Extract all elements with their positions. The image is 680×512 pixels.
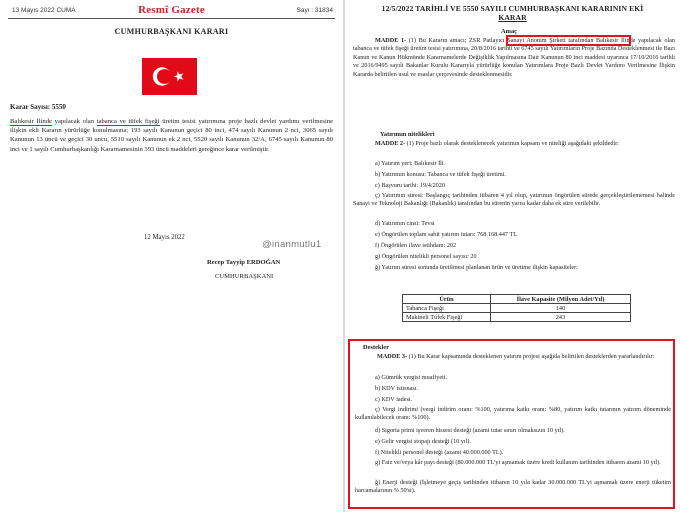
decision-text-part: üretim tesisi yatırımına proje bazlı devlet yardımı verilmesine ilişkin ekli Kararın yürürlüğe konulmasına; 193 sayılı Kanunun geçici 80 inci, 474 sayılı Kanunun 2 nci, 3065 sayılı Kanunun 13 üncü ve geçici 30 uncu, 5510 sayılı Kanunun ek 2 nci, 5520 sayılı Kanunun 32/A, 6745 sayılı Kanunun 80 inci ve 1 sayılı Cumhurbaşkanlığı Kararnamesinin 393 üncü maddeleri gereğince karar verilmiştir. bbox=[10, 118, 334, 153]
article-3-label: MADDE 3- bbox=[377, 353, 408, 360]
capacity-table bbox=[402, 294, 631, 322]
author-watermark: @inanmutlu1 bbox=[262, 239, 322, 250]
section-heading-destekler: Destekler bbox=[363, 344, 389, 351]
decision-number: Karar Sayısı: 5550 bbox=[10, 103, 66, 111]
list-item: d) Sigorta primi işveren hissesi desteği (azami tutar sınırı olmaksızın 10 yıl). bbox=[375, 427, 565, 434]
list-item: g) Faiz ve/veya kâr payı desteği (80.000.000 TL'yi aşmamak üzere kredi kullanım tarihinden itibaren azami 10 yıl). bbox=[375, 459, 661, 466]
gazette-date: 13 Mayıs 2022 CUMA bbox=[12, 7, 76, 14]
article-3-part: (1) Bu Karar kapsamında desteklenen yatırım projesi aşağıda belirtilen desteklerden yararlandırılır: bbox=[407, 353, 655, 360]
list-item: e) Öngörülen toplam sabit yatırım tutarı: 768.168.447 TL bbox=[375, 231, 518, 238]
table-cell: 140 bbox=[491, 304, 631, 313]
annex-title bbox=[349, 4, 676, 23]
table-row bbox=[403, 313, 631, 322]
list-item: g) Öngörülen nitelikli personel sayısı: 20 bbox=[375, 253, 477, 260]
list-item: ç) Vergi indirimi (vergi indirim oranı: %100, yatırıma katkı oranı: %80, yatırım katkı tutarının yatırım döneminde kullanılabilecek oranı: %100). bbox=[355, 406, 671, 422]
article-3-intro bbox=[355, 353, 671, 361]
table-row bbox=[403, 304, 631, 313]
list-item: e) Gelir vergisi stopajı desteği (10 yıl). bbox=[375, 438, 471, 445]
table-cell: Tabanca Fişeği bbox=[403, 304, 491, 313]
list-item: ç) Yatırımın süresi: Başlangıç tarihinden itibaren 4 yıl olup, yatırımın öngörülen sürede gerçekleştirilememesi halinde Sanayi ve Teknoloji Bakanlığı (Bakanlık) tarafından bu sürenin yarısı kadar daha ek süre verilebilir. bbox=[353, 192, 675, 208]
list-item: b) KDV istisnası. bbox=[375, 385, 419, 392]
table-cell: 243 bbox=[491, 313, 631, 322]
list-item: c) KDV iadesi. bbox=[375, 396, 413, 403]
company-highlight-box bbox=[506, 35, 631, 46]
list-item: f) Nitelikli personel desteği (azami 40.000.000 TL). bbox=[375, 449, 504, 456]
list-item: a) Yatırım yeri: Balıkesir İli. bbox=[375, 160, 446, 167]
list-item: d) Yatırımın cinsi: Tevsi bbox=[375, 220, 435, 227]
list-item: a) Gümrük vergisi muafiyeti. bbox=[375, 374, 448, 381]
article-2-label: MADDE 2- bbox=[375, 140, 406, 147]
decision-date: 12 Mayıs 2022 bbox=[144, 234, 185, 241]
article-1-part: (1) Bu Kararın amacı; bbox=[406, 37, 470, 44]
signatory-name: Recep Tayyip ERDOĞAN bbox=[207, 259, 281, 266]
annex-subtitle: KARAR bbox=[498, 13, 527, 23]
article-1-part: tarafından Balıkesir İlinde yapılacak olan tabanca ve tüfek fişeği üretim tesisi yatırımına, 20/8/2016 tarihli ve 6745 sayılı Yatırımların Proje Bazında Desteklenmesi ile Bazı Kanun ve Kanun Hükmünde Kararnamelerde Değişiklik Yapılmasına Dair Kanunun 80 inci maddesi uyarınca 17/10/2016 tarihli ve 2016/9495 sayılı Bakanlar Kurulu Kararıyla yürürlüğe konulan Yatırımlara Proje Bazlı Devlet Yardımı Verilmesine İlişkin Kararda belirtilen usul ve esaslar çerçevesinde desteklenmesidir. bbox=[353, 37, 675, 78]
authority-heading: CUMHURBAŞKANI KARARI bbox=[114, 27, 229, 36]
decision-text-part: yapılacak olan bbox=[51, 118, 97, 125]
gazette-title: Resmî Gazete bbox=[138, 4, 205, 16]
table-header-cell: İlave Kapasite (Milyon Adet/Yıl) bbox=[491, 295, 631, 304]
gazette-issue-number: Sayı : 31834 bbox=[296, 7, 333, 14]
article-2-intro bbox=[353, 140, 675, 148]
list-item: ğ) Enerji desteği (İşletmeye geçiş tarihinden itibaren 10 yıla kadar 30.000.000 TL'yi aşmamak üzere enerji tüketim harcamalarının % 50'si). bbox=[355, 479, 671, 495]
decision-annex-page bbox=[345, 0, 680, 512]
highlighted-location: Balıkesir İlinde bbox=[10, 118, 52, 125]
table-header-row bbox=[403, 295, 631, 304]
annex-title-line: 12/5/2022 TARİHLİ VE 5550 SAYILI CUMHURBAŞKANI KARARININ EKİ bbox=[381, 4, 644, 13]
table-header-cell: Ürün bbox=[403, 295, 491, 304]
decision-text bbox=[10, 117, 333, 154]
list-item: b) Yatırımın konusu: Tabanca ve tüfek fişeği üretimi. bbox=[375, 171, 506, 178]
turkish-flag-icon bbox=[142, 58, 197, 95]
header-divider bbox=[8, 18, 335, 19]
section-heading-nitelik: Yatırımın nitelikleri bbox=[380, 131, 435, 138]
list-item: ğ) Yatırım süresi sonunda üretilmesi planlanan ürün ve üretime ilişkin kapasiteler: bbox=[375, 264, 578, 271]
section-heading-amac: Amaç bbox=[501, 28, 517, 35]
list-item: c) Başvuru tarihi: 19/4/2020 bbox=[375, 182, 445, 189]
article-1-label: MADDE 1- bbox=[375, 37, 407, 44]
signatory-title: CUMHURBAŞKANI bbox=[215, 273, 274, 280]
company-name: ZSR Patlayıcı Sanayi Anonim Şirketi bbox=[469, 37, 566, 44]
list-item: f) Öngörülen ilave istihdam: 202 bbox=[375, 242, 457, 249]
article-2-part: (1) Proje bazlı olarak desteklenecek yatırımın kapsam ve niteliği aşağıdaki şekildedir: bbox=[405, 140, 619, 147]
table-cell: Makineli Tüfek Fişeği bbox=[403, 313, 491, 322]
highlighted-product: tabanca ve tüfek fişeği bbox=[96, 118, 160, 125]
gazette-header bbox=[6, 4, 337, 18]
